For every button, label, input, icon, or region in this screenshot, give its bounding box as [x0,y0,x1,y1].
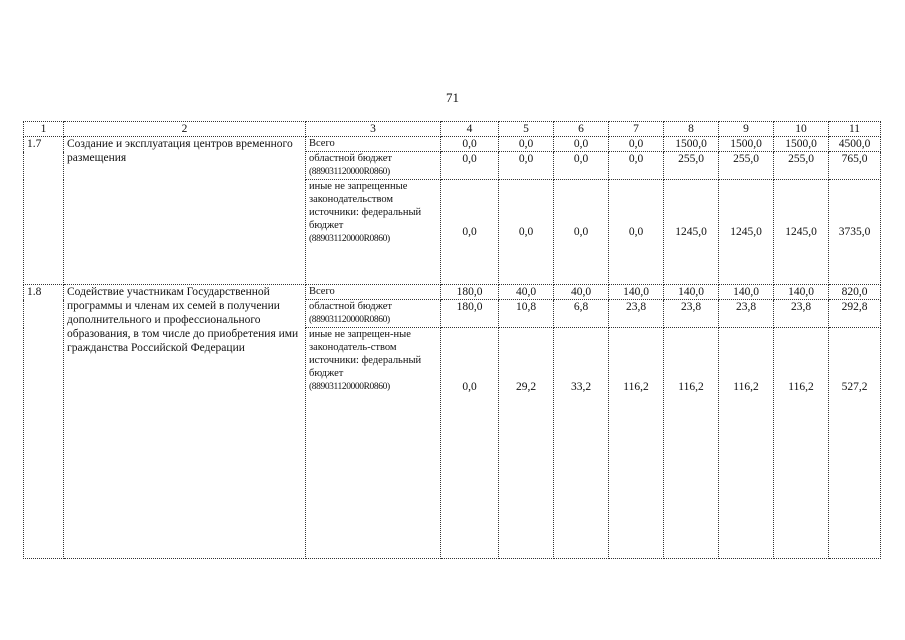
column-header: 9 [719,122,774,137]
column-header: 5 [499,122,554,137]
value-cell: 3735,0 [829,180,881,285]
value-cell: 23,8 [719,300,774,328]
funding-source: Всего [306,137,441,152]
value-cell: 0,0 [441,152,499,180]
column-header: 3 [306,122,441,137]
value-cell: 0,0 [441,328,499,559]
value-cell: 0,0 [609,152,664,180]
table-row [24,137,881,152]
value-cell: 33,2 [554,328,609,559]
value-cell: 180,0 [441,300,499,328]
activity-name: Содействие участникам Государственной программы и членам их семей в получении дополнительного и профессионального образования, в том числе до приобретения ими гражданства Российской Федерации [64,285,306,559]
budget-code: (889031120000R0860) [309,167,390,177]
value-cell: 140,0 [664,285,719,300]
funding-source-label: иные не запрещенные законодательством источники: федеральный бюджет [309,181,422,231]
value-cell: 0,0 [554,137,609,152]
column-header: 7 [609,122,664,137]
value-cell: 23,8 [774,300,829,328]
value-cell: 1245,0 [774,180,829,285]
value-cell: 116,2 [719,328,774,559]
value-cell: 0,0 [499,152,554,180]
value-cell: 40,0 [499,285,554,300]
row-number: 1.7 [24,137,64,285]
value-cell: 527,2 [829,328,881,559]
column-header: 1 [24,122,64,137]
value-cell: 1245,0 [664,180,719,285]
value-cell: 23,8 [664,300,719,328]
header-row [24,122,881,137]
value-cell: 140,0 [774,285,829,300]
value-cell: 116,2 [609,328,664,559]
page-number: 71 [446,90,459,105]
column-header: 4 [441,122,499,137]
value-cell: 1500,0 [664,137,719,152]
value-cell: 0,0 [609,180,664,285]
value-cell: 6,8 [554,300,609,328]
column-header: 10 [774,122,829,137]
value-cell: 1245,0 [719,180,774,285]
value-cell: 0,0 [609,137,664,152]
value-cell: 1500,0 [774,137,829,152]
value-cell: 255,0 [664,152,719,180]
value-cell: 180,0 [441,285,499,300]
value-cell: 255,0 [774,152,829,180]
row-number: 1.8 [24,285,64,559]
budget-table [23,121,881,559]
funding-source [306,300,441,328]
value-cell: 116,2 [774,328,829,559]
value-cell: 140,0 [719,285,774,300]
value-cell: 116,2 [664,328,719,559]
column-header: 2 [64,122,306,137]
funding-source [306,328,441,559]
value-cell: 4500,0 [829,137,881,152]
value-cell: 0,0 [499,137,554,152]
value-cell: 765,0 [829,152,881,180]
table-row [24,285,881,300]
funding-source-label: областной бюджет [309,301,392,312]
funding-source [306,180,441,285]
column-header: 6 [554,122,609,137]
value-cell: 1500,0 [719,137,774,152]
funding-source-label: областной бюджет [309,153,392,164]
funding-source: Всего [306,285,441,300]
funding-source-label: иные не запрещен-ные законодатель-ством источники: федеральный бюджет [309,329,422,379]
value-cell: 140,0 [609,285,664,300]
value-cell: 29,2 [499,328,554,559]
column-header: 11 [829,122,881,137]
value-cell: 0,0 [441,137,499,152]
value-cell: 820,0 [829,285,881,300]
budget-code: (889031120000R0860) [309,315,390,325]
value-cell: 10,8 [499,300,554,328]
value-cell: 0,0 [554,180,609,285]
activity-name: Создание и эксплуатация центров временного размещения [64,137,306,285]
value-cell: 23,8 [609,300,664,328]
budget-code: (889031120000R0860) [309,234,390,244]
budget-code: (889031120000R0860) [309,382,390,392]
value-cell: 0,0 [554,152,609,180]
value-cell: 292,8 [829,300,881,328]
column-header: 8 [664,122,719,137]
value-cell: 40,0 [554,285,609,300]
funding-source [306,152,441,180]
value-cell: 0,0 [499,180,554,285]
value-cell: 255,0 [719,152,774,180]
value-cell: 0,0 [441,180,499,285]
